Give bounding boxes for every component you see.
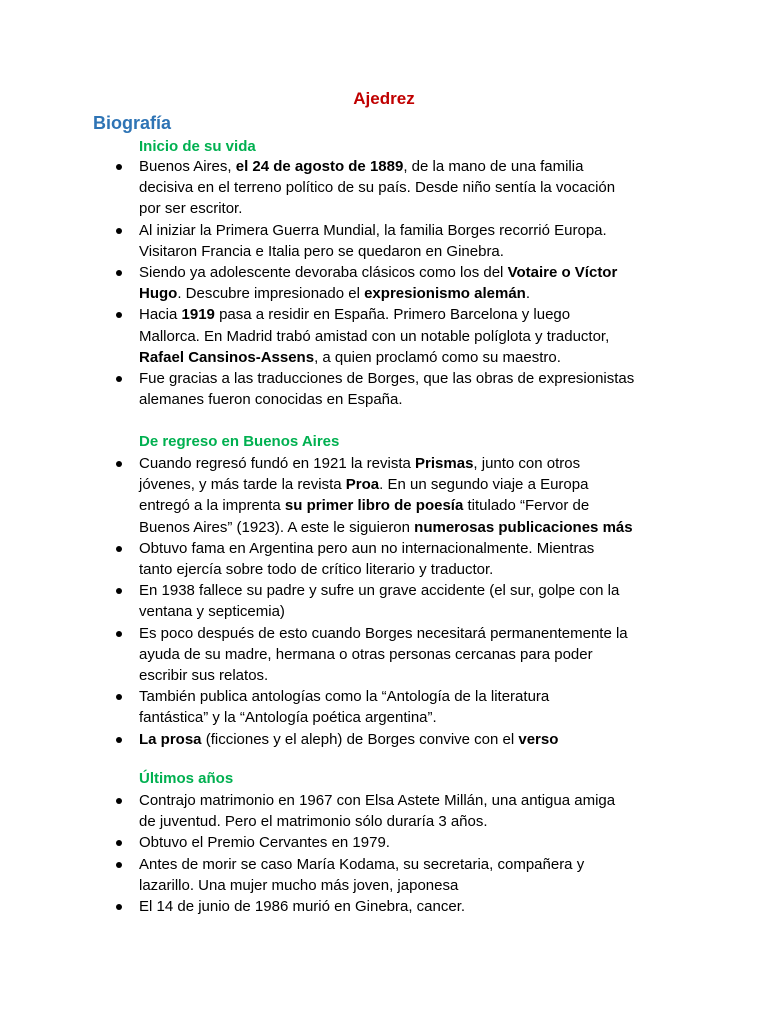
bold-text: Hugo [139, 285, 178, 303]
text-run: Al iniziar la Primera Guerra Mundial, la familia Borges recorrió Europa. [139, 221, 607, 239]
bold-text: Prismas [415, 455, 474, 472]
text-run: . Descubre impresionado el [177, 285, 365, 303]
bullet-line [139, 644, 678, 665]
bullet-line [139, 790, 678, 811]
bullet-dot-icon [116, 546, 122, 552]
text-run: , de la mano de una familia [403, 158, 584, 175]
bullet-line [139, 453, 678, 474]
bullet-dot-icon [116, 376, 122, 382]
text-run: fantástica” y la “Antología poética argentina”. [139, 709, 437, 727]
text-run: Mallorca. En Madrid trabó amistad con un notable políglota y traductor, [139, 327, 610, 345]
text-run: El 14 de junio de 1986 murió en Ginebra, cancer. [139, 898, 466, 916]
text-run: Antes de morir se caso María Kodama, su secretaria, compañera y [139, 855, 585, 873]
text-run: tanto ejercía sobre todo de crítico literario y traductor. [139, 561, 494, 579]
bullet-line [139, 707, 678, 728]
bullet-line [139, 368, 678, 389]
text-run: , junto con otros [473, 455, 581, 472]
text-run: Fue gracias a las traducciones de Borges, que las obras de expresionistas [139, 370, 635, 388]
text-run: entregó a la imprenta [139, 497, 285, 515]
text-run: Visitaron Francia e Italia pero se quedaron en Ginebra. [139, 242, 504, 260]
bullet-item [0, 453, 768, 538]
bullet-line [139, 580, 678, 601]
bullet-dot-icon [116, 228, 122, 234]
text-run: titulado “Fervor de [463, 497, 590, 515]
text-run: por ser escritor. [139, 200, 243, 218]
bullet-line [139, 262, 678, 283]
text-run: ayuda de su madre, hermana o otras personas cercanas para poder [139, 645, 593, 663]
text-run: Es poco después de esto cuando Borges necesitará permanentemente la [139, 624, 628, 642]
bullet-line [139, 283, 678, 304]
bold-text: numerosas publicaciones más [414, 518, 633, 536]
text-run: pasa a residir en España. Primero Barcelona y luego [214, 306, 571, 324]
text-run: También publica antologías como la “Antología de la literatura [139, 688, 550, 706]
bullet-item [0, 790, 768, 832]
bullet-line [139, 665, 678, 686]
bullet-line [139, 896, 678, 917]
bold-text: Rafael Cansinos-Assens [139, 348, 315, 366]
text-run: Buenos Aires, [139, 158, 236, 175]
bullet-dot-icon [116, 164, 122, 170]
bullet-list-ultimos [0, 790, 768, 917]
bullet-line [139, 304, 678, 325]
bullet-line [139, 198, 678, 219]
text-run: . [525, 285, 530, 303]
text-run: Siendo ya adolescente devoraba clásicos como los del [139, 264, 508, 282]
bullet-line [139, 326, 678, 347]
text-run: (ficciones y el aleph) de Borges convive con el [201, 730, 519, 748]
bullet-dot-icon [116, 694, 122, 700]
subheading-inicio: Inicio de su vida [139, 138, 256, 155]
bullet-item [0, 854, 768, 896]
bullet-item [0, 156, 768, 220]
bullet-line [139, 517, 678, 538]
bullet-dot-icon [116, 461, 122, 467]
bullet-dot-icon [116, 904, 122, 910]
bullet-line [139, 854, 678, 875]
bullet-item [0, 896, 768, 917]
text-run: Obtuvo fama en Argentina pero aun no internacionalmente. Mientras [139, 539, 595, 557]
bold-text: verso [518, 730, 559, 748]
bullet-line [139, 474, 678, 495]
bullet-dot-icon [116, 862, 122, 868]
bold-text: La prosa [139, 730, 202, 748]
text-run: lazarillo. Una mujer mucho más joven, japonesa [139, 876, 459, 894]
text-run: de juventud. Pero el matrimonio sólo duraría 3 años. [139, 813, 488, 831]
bullet-list-inicio [0, 156, 768, 410]
bullet-item [0, 580, 768, 622]
bullet-line [139, 241, 678, 262]
text-run: Hacia [139, 306, 182, 324]
bullet-list-regreso [0, 453, 768, 750]
bullet-line [139, 623, 678, 644]
bullet-item [0, 623, 768, 687]
bullet-line [139, 177, 678, 198]
bullet-dot-icon [116, 312, 122, 318]
bullet-line [139, 156, 678, 177]
bullet-line [139, 686, 678, 707]
bullet-line [139, 389, 678, 410]
section-heading-biografia: Biografía [93, 113, 172, 133]
bullet-line [139, 832, 678, 853]
text-run: ventana y septicemia) [139, 603, 285, 621]
bullet-item [0, 729, 768, 750]
bullet-line [139, 729, 678, 750]
text-run: Cuando regresó fundó en 1921 la revista [139, 455, 416, 472]
bullet-dot-icon [116, 270, 122, 276]
bullet-item [0, 368, 768, 410]
text-run: escribir sus relatos. [139, 667, 269, 685]
text-run: decisiva en el terreno político de su país. Desde niño sentía la vocación [139, 179, 616, 197]
bold-text: Votaire o Víctor [507, 264, 618, 282]
bold-text: 1919 [181, 306, 215, 324]
bullet-line [139, 220, 678, 241]
document-title: Ajedrez [353, 89, 415, 108]
bullet-line [139, 811, 678, 832]
bullet-item [0, 304, 768, 368]
bullet-dot-icon [116, 588, 122, 594]
bold-text: expresionismo alemán [364, 285, 526, 303]
bold-text: Proa [345, 476, 380, 494]
bullet-item [0, 686, 768, 728]
bullet-line [139, 538, 678, 559]
text-run: Obtuvo el Premio Cervantes en 1979. [139, 834, 390, 852]
subheading-ultimos: Últimos años [139, 770, 234, 787]
bullet-line [139, 559, 678, 580]
text-run: En 1938 fallece su padre y sufre un grave accidente (el sur, golpe con la [139, 582, 620, 600]
bullet-dot-icon [116, 840, 122, 846]
bullet-item [0, 262, 768, 304]
text-run: Buenos Aires” (1923). A este le siguieron [139, 518, 415, 536]
bold-text: su primer libro de poesía [284, 497, 464, 515]
subheading-regreso: De regreso en Buenos Aires [139, 433, 340, 450]
bullet-dot-icon [116, 737, 122, 743]
bullet-item [0, 832, 768, 853]
text-run: alemanes fueron conocidas en España. [139, 391, 403, 409]
text-run: Contrajo matrimonio en 1967 con Elsa Astete Millán, una antigua amiga [139, 792, 616, 809]
bullet-item [0, 538, 768, 580]
bold-text: el 24 de agosto de 1889 [235, 158, 404, 175]
bullet-dot-icon [116, 798, 122, 804]
bullet-line [139, 347, 678, 368]
bullet-line [139, 875, 678, 896]
bullet-line [139, 495, 678, 516]
text-run: jóvenes, y más tarde la revista [139, 476, 346, 494]
text-run: , a quien proclamó como su maestro. [314, 348, 561, 366]
bullet-item [0, 220, 768, 262]
text-run: . En un segundo viaje a Europa [379, 476, 589, 494]
bullet-line [139, 601, 678, 622]
bullet-dot-icon [116, 631, 122, 637]
